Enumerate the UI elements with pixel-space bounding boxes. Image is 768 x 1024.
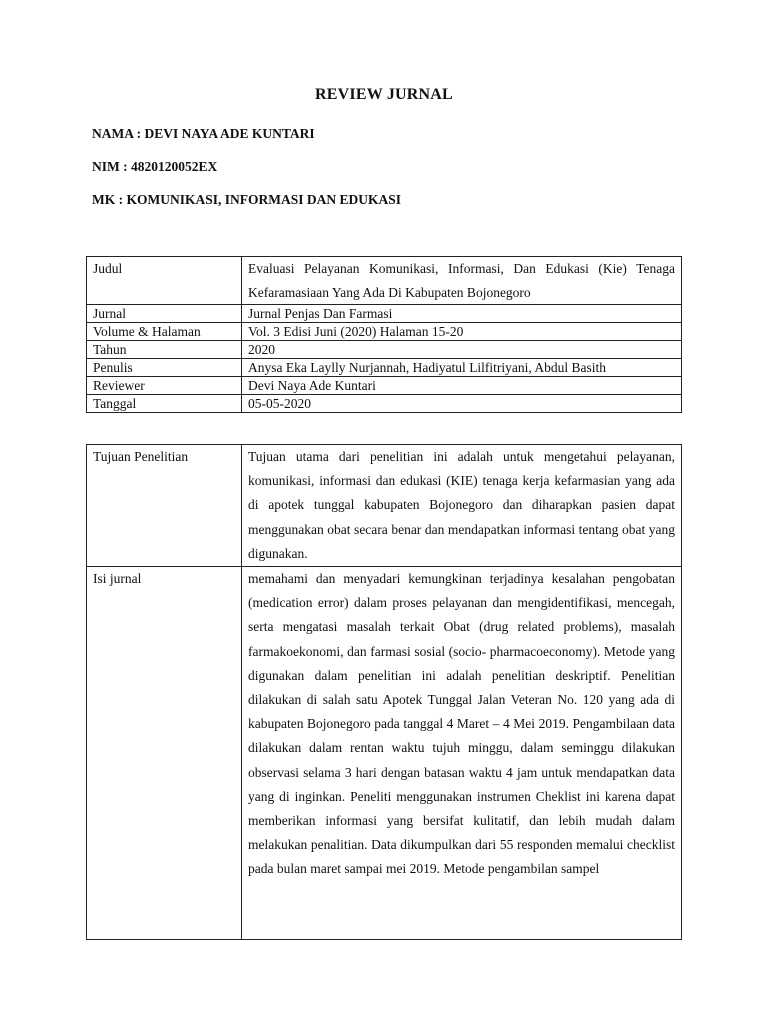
journal-info-table	[86, 256, 682, 413]
table-row	[87, 445, 682, 567]
table-row	[87, 323, 682, 341]
review-table	[86, 444, 682, 940]
table-row	[87, 359, 682, 377]
course-name: MK : KOMUNIKASI, INFORMASI DAN EDUKASI	[92, 192, 402, 207]
review-label-isi: Isi jurnal	[87, 567, 242, 940]
info-label-tanggal: Tanggal	[87, 395, 242, 413]
info-label-jurnal: Jurnal	[87, 305, 242, 323]
info-value-tahun: 2020	[242, 341, 682, 359]
table-row	[87, 567, 682, 940]
info-value-judul: Evaluasi Pelayanan Komunikasi, Informasi, Dan Edukasi (Kie) Tenaga Kefaramasiaan Yang Ada Di Kabupaten Bojonegoro	[242, 257, 682, 305]
info-value-penulis: Anysa Eka Laylly Nurjannah, Hadiyatul Lilfitriyani, Abdul Basith	[242, 359, 682, 377]
student-nim: NIM : 4820120052EX	[92, 159, 218, 174]
info-value-jurnal: Jurnal Penjas Dan Farmasi	[242, 305, 682, 323]
info-value-reviewer: Devi Naya Ade Kuntari	[242, 377, 682, 395]
table-row	[87, 341, 682, 359]
document-title: REVIEW JURNAL	[315, 86, 453, 103]
table-row	[87, 395, 682, 413]
table-row	[87, 377, 682, 395]
table-row	[87, 257, 682, 305]
review-value-isi-cell	[242, 567, 682, 940]
review-value-isi: memahami dan menyadari kemungkinan terjadinya kesalahan pengobatan (medication error) dalam proses pelayanan dan mengidentifikasi, mencegah, serta mengatasi masalah terkait Obat (drug related problems), masalah farmakoekonomi, dan farmasi sosial (socio- pharmacoeconomy). Metode yang digunakan dalam penelitian ini adalah penelitian deskriptif. Penelitian dilakukan di salah satu Apotek Tunggal Jalan Veteran No. 120 yang ada di kabupaten Bojonegoro pada tanggal 4 Maret – 4 Mei 2019. Pengambilaan data dilakukan dalam rentan waktu tujuh minggu, dalam seminggu dilakukan observasi selama 3 hari dengan batasan waktu 4 jam untuk mendapatkan data yang di inginkan. Peneliti menggunakan instrumen Cheklist ini karena dapat memberikan informasi yang bersifat kulitatif, dan lebih mudah dalam melakukan penalitian. Data dikumpulkan dari 55 responden memalui checklist pada bulan maret sampai mei 2019. Metode pengambilan sampel	[248, 571, 675, 877]
info-label-tahun: Tahun	[87, 341, 242, 359]
info-label-volume: Volume & Halaman	[87, 323, 242, 341]
info-label-reviewer: Reviewer	[87, 377, 242, 395]
review-value-tujuan: Tujuan utama dari penelitian ini adalah untuk mengetahui pelayanan, komunikasi, informasi dan edukasi (KIE) tenaga kerja kefarmasian yang ada di apotek tunggal kabupaten Bojonegoro dan diharapkan pasien dapat menggunakan obat secara benar dan mendapatkan informasi tentang obat yang digunakan.	[242, 445, 682, 567]
info-label-penulis: Penulis	[87, 359, 242, 377]
review-label-tujuan: Tujuan Penelitian	[87, 445, 242, 567]
info-value-tanggal: 05-05-2020	[242, 395, 682, 413]
student-name: NAMA : DEVI NAYA ADE KUNTARI	[92, 126, 315, 141]
info-label-judul: Judul	[87, 257, 242, 305]
table-row	[87, 305, 682, 323]
info-value-volume: Vol. 3 Edisi Juni (2020) Halaman 15-20	[242, 323, 682, 341]
